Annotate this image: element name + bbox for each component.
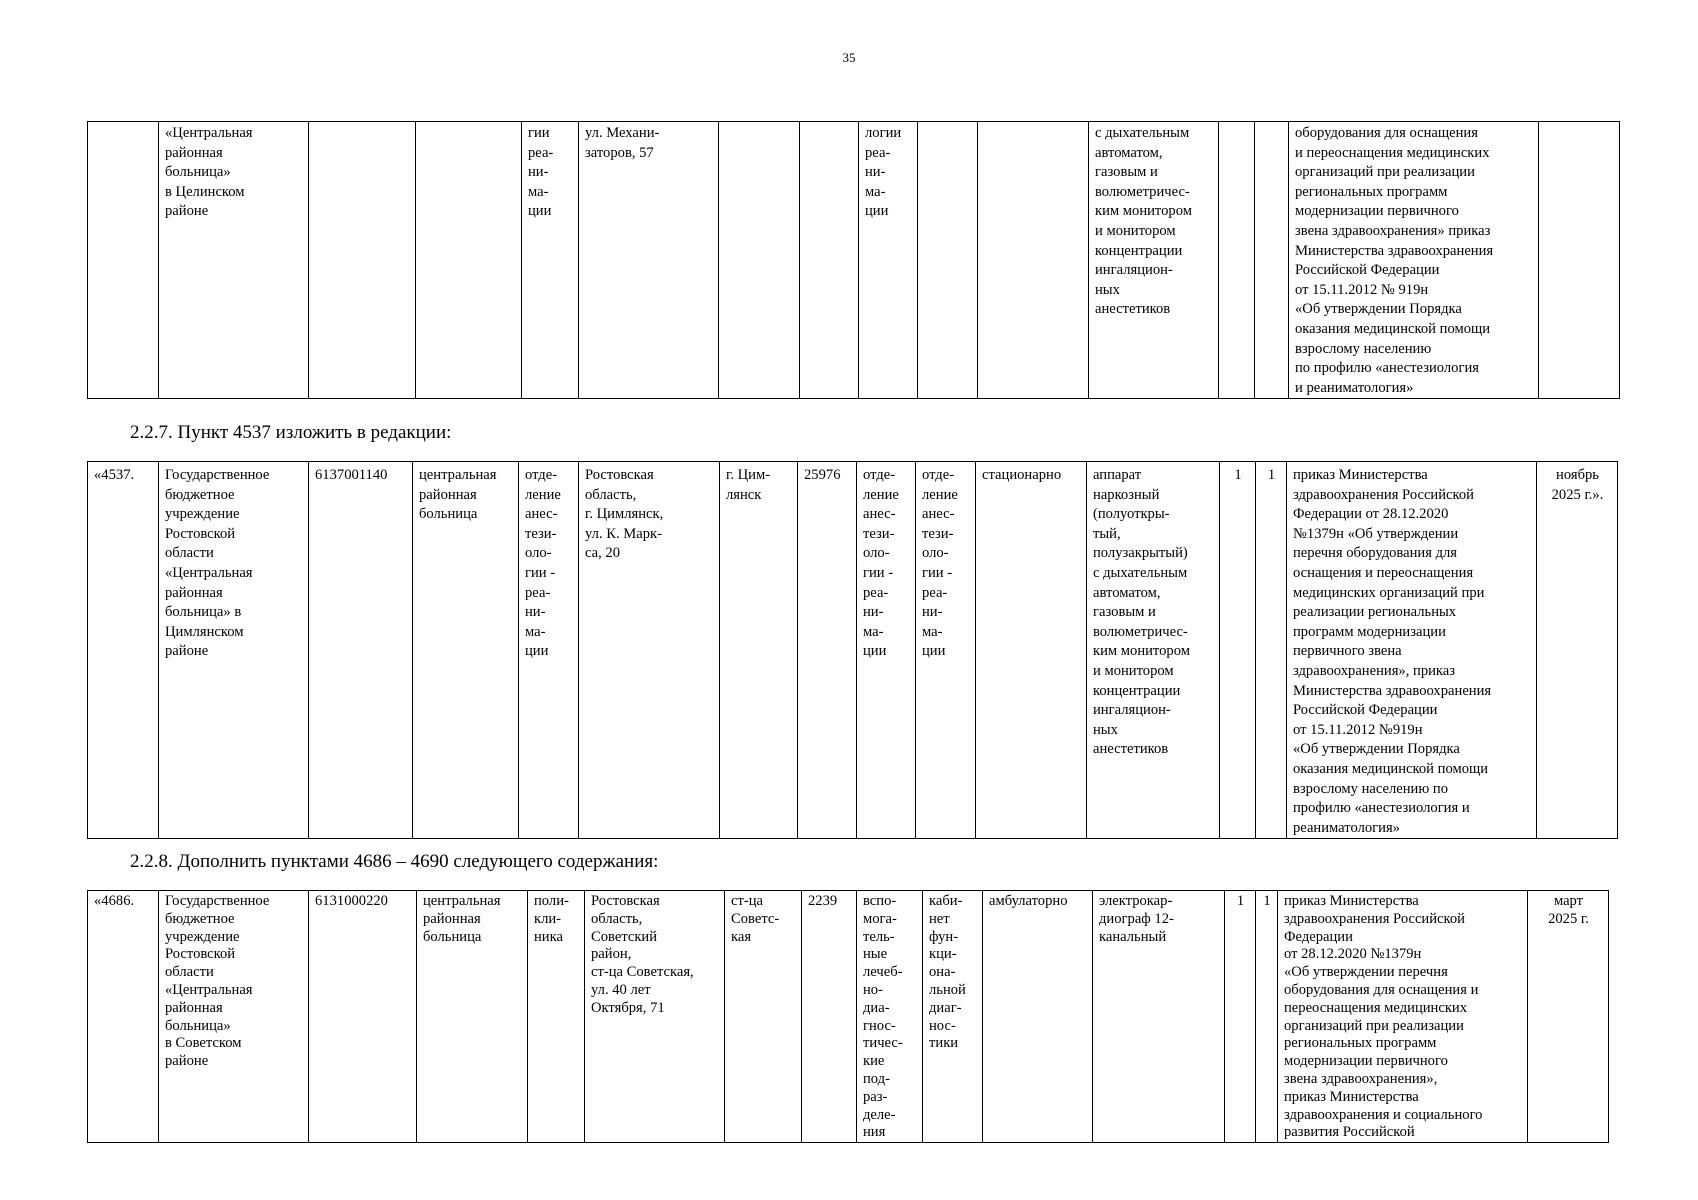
cell-settlement: ст-ца Советс- кая: [725, 891, 802, 1143]
cell-number: «4537.: [88, 462, 159, 839]
cell-term: [1539, 122, 1620, 399]
cell-settlement: г. Цим- лянск: [720, 462, 798, 839]
cell-unit: отде- ление анес- тези- оло- гии - реа- ни- ма- ции: [857, 462, 916, 839]
cell-population: [800, 122, 859, 399]
page-number: 35: [842, 50, 856, 65]
cell-department: гии реа- ни- ма- ции: [522, 122, 579, 399]
cell-population: 2239: [802, 891, 857, 1143]
cell-basis: приказ Министерства здравоохранения Российской Федерации от 28.12.2020 №1379н «Об утверждении перечня оборудования для оснащения и переоснащения медицинских организаций при реализации региональных программ модернизации первичного звена здравоохранения», приказ Министерства здравоохранения и социального развития Российской: [1278, 891, 1528, 1143]
cell-number: [88, 122, 159, 399]
section-heading-2-2-7: 2.2.7. Пункт 4537 изложить в редакции:: [130, 422, 452, 443]
cell-organization: Государственное бюджетное учреждение Ростовской области «Центральная районная больница» в Советском районе: [159, 891, 309, 1143]
cell-equipment: электрокар- диограф 12- канальный: [1093, 891, 1225, 1143]
cell-conditions: стационарно: [976, 462, 1087, 839]
table-continuation: [87, 121, 1620, 399]
table-row: [88, 122, 1620, 399]
cell-equipment: с дыхательным автоматом, газовым и волюметричес- ким монитором и монитором концентрации ингаляцион- ных анестетиков: [1089, 122, 1219, 399]
cell-quantity-b: 1: [1256, 891, 1278, 1143]
cell-subunit: [918, 122, 978, 399]
cell-basis: приказ Министерства здравоохранения Российской Федерации от 28.12.2020 №1379н «Об утверждении перечня оборудования для оснащения и переоснащения медицинских организаций при реализации региональных программ модернизации первичного звена здравоохранения», приказ Министерства здравоохранения Российской Федерации от 15.11.2012 №919н «Об утверждении Порядка оказания медицинской помощи взрослому населению по профилю «анестезиология и реаниматология»: [1287, 462, 1537, 839]
cell-settlement: [719, 122, 800, 399]
cell-unit: вспо- мога- тель- ные лечеб- но- диа- гнос- тичес- кие под- раз- деле- ния: [857, 891, 923, 1143]
cell-quantity-a: [1219, 122, 1255, 399]
cell-term: ноябрь 2025 г.».: [1537, 462, 1618, 839]
cell-subunit: каби- нет фун- кци- она- льной диаг- нос- тики: [923, 891, 983, 1143]
cell-unit: логии реа- ни- ма- ции: [859, 122, 918, 399]
cell-quantity-b: [1255, 122, 1289, 399]
cell-address: ул. Механи- заторов, 57: [579, 122, 719, 399]
cell-inn: [309, 122, 416, 399]
cell-conditions: [978, 122, 1089, 399]
cell-address: Ростовская область, Советский район, ст-ца Советская, ул. 40 лет Октября, 71: [585, 891, 725, 1143]
cell-inn: 6131000220: [309, 891, 417, 1143]
table-item-4537: [87, 461, 1618, 839]
cell-type: центральная районная больница: [413, 462, 519, 839]
cell-address: Ростовская область, г. Цимлянск, ул. К. Марк- са, 20: [579, 462, 720, 839]
cell-organization: «Центральная районная больница» в Целинском районе: [159, 122, 309, 399]
cell-department: поли- кли- ника: [528, 891, 585, 1143]
cell-subunit: отде- ление анес- тези- оло- гии - реа- ни- ма- ции: [916, 462, 976, 839]
table-row: [88, 462, 1618, 839]
cell-basis: оборудования для оснащения и переоснащения медицинских организаций при реализации региональных программ модернизации первичного звена здравоохранения» приказ Министерства здравоохранения Российской Федерации от 15.11.2012 № 919н «Об утверждении Порядка оказания медицинской помощи взрослому населению по профилю «анестезиология и реаниматология»: [1289, 122, 1539, 399]
cell-type: [416, 122, 522, 399]
cell-conditions: амбулаторно: [983, 891, 1093, 1143]
cell-organization: Государственное бюджетное учреждение Ростовской области «Центральная районная больница» в Цимлянском районе: [159, 462, 309, 839]
cell-number: «4686.: [88, 891, 159, 1143]
cell-quantity-b: 1: [1256, 462, 1287, 839]
cell-term: март 2025 г.: [1528, 891, 1609, 1143]
cell-quantity-a: 1: [1220, 462, 1256, 839]
cell-department: отде- ление анес- тези- оло- гии - реа- ни- ма- ции: [519, 462, 579, 839]
section-heading-2-2-8: 2.2.8. Дополнить пунктами 4686 – 4690 следующего содержания:: [130, 851, 659, 872]
cell-inn: 6137001140: [309, 462, 413, 839]
cell-quantity-a: 1: [1225, 891, 1256, 1143]
table-row: [88, 891, 1609, 1143]
table-item-4686: [87, 890, 1609, 1143]
cell-equipment: аппарат наркозный (полуоткры- тый, полузакрытый) с дыхательным автоматом, газовым и волюметричес- ким монитором и монитором концентрации ингаляцион- ных анестетиков: [1087, 462, 1220, 839]
cell-type: центральная районная больница: [417, 891, 528, 1143]
cell-population: 25976: [798, 462, 857, 839]
